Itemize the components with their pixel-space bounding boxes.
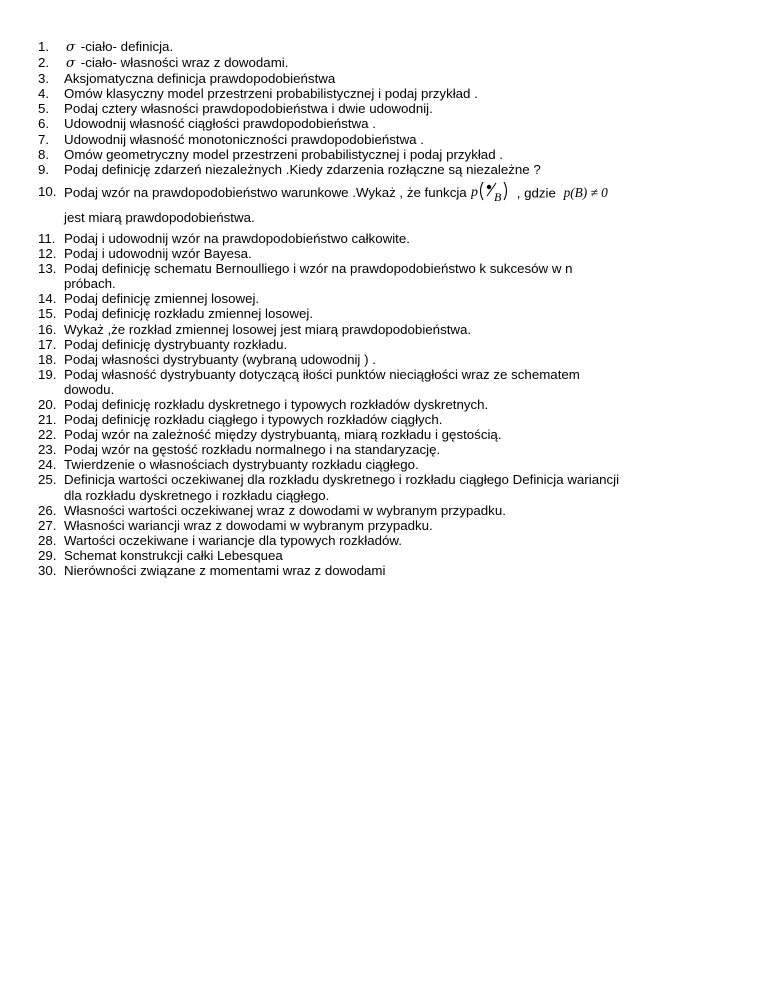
item-text: Podaj definicję rozkładu dyskretnego i typowych rozkładów dyskretnych.: [64, 396, 489, 412]
list-item-12: [38, 246, 728, 261]
item-text: Podaj definicję zdarzeń niezależnych .Kiedy zdarzenia rozłączne są niezależne ?: [64, 161, 541, 177]
item-text: Podaj wzór na prawdopodobieństwo warunkowe .Wykaż , że funkcja: [64, 185, 467, 201]
item-number: 30.: [38, 563, 57, 578]
item-text-mid: , gdzie: [516, 185, 560, 201]
nonzero-condition: p(B) ≠ 0: [563, 185, 608, 201]
item-number: 27.: [38, 517, 57, 533]
item-number: 26.: [38, 502, 57, 518]
item-text: Własności wartości oczekiwanej wraz z dowodami w wybranym przypadku.: [64, 502, 506, 518]
item-number: 29.: [38, 547, 57, 563]
item-number: 16.: [38, 321, 57, 337]
list-item-26: [38, 503, 728, 518]
list-item-2: [38, 55, 728, 71]
item-number: 28.: [38, 532, 57, 548]
list-item-14: [38, 291, 728, 306]
item-number: 11.: [38, 230, 56, 246]
item-text: Podaj i udowodnij wzór na prawdopodobieństwo całkowite.: [64, 230, 410, 246]
item-number: 24.: [38, 457, 57, 473]
item-number: 6.: [38, 116, 50, 132]
item-text: Schemat konstrukcji całki Lebesquea: [64, 547, 283, 563]
item-text: Aksjomatyczna definicja prawdopodobieństwa: [64, 71, 336, 87]
item-text: Podaj i udowodnij wzór Bayesa.: [64, 246, 252, 262]
list-item-3: [38, 71, 728, 86]
question-list: [38, 39, 728, 578]
sigma-symbol: σ: [66, 56, 76, 72]
item-number: 1.: [38, 39, 50, 54]
item-number: 4.: [38, 86, 50, 102]
list-item-29: [38, 548, 728, 563]
item-number: 3.: [38, 71, 50, 87]
item-text: Podaj własność dystrybuanty dotyczącą iłości punktów nieciągłości wraz ze schematem: [64, 366, 580, 382]
list-item-6: [38, 116, 728, 131]
list-item-10: [38, 181, 728, 231]
list-item-7: [38, 132, 728, 147]
item-number: 8.: [38, 146, 50, 162]
item-number: 5.: [38, 101, 50, 117]
item-number: 2.: [38, 55, 50, 71]
list-item-16: [38, 322, 728, 337]
item-number: 13.: [38, 261, 57, 277]
list-item-1: [38, 39, 728, 55]
item-text: Podaj definicję zmiennej losowej.: [64, 291, 260, 307]
item-number: 25.: [38, 472, 57, 488]
item-text: Własności wariancji wraz z dowodami w wybranym przypadku.: [64, 517, 433, 533]
list-item-25: [38, 472, 728, 502]
list-item-28: [38, 533, 728, 548]
item-text: Podaj definicję rozkładu ciągłego i typowych rozkładów ciągłych.: [64, 412, 443, 428]
item-text: Twierdzenie o własnościach dystrybuanty rozkładu ciągłego.: [64, 457, 419, 473]
list-item-13: [38, 261, 728, 291]
item-number: 20.: [38, 396, 57, 412]
item-text: Podaj wzór na zależność między dystrybuantą, miarą rozkładu i gęstością.: [64, 427, 502, 443]
list-item-19: [38, 367, 728, 397]
item-number: 19.: [38, 366, 57, 382]
item-text: Omów klasyczny model przestrzeni probabilistycznej i podaj przykład .: [64, 86, 478, 102]
list-item-22: [38, 427, 728, 442]
item-number: 9.: [38, 161, 50, 177]
item-number: 18.: [38, 351, 57, 367]
item-text-continuation: próbach.: [64, 276, 116, 292]
item-text: -ciało- definicja.: [77, 39, 174, 54]
item-text: Podaj definicję rozkładu zmiennej losowej.: [64, 306, 314, 322]
item-number: 23.: [38, 442, 57, 458]
list-item-8: [38, 147, 728, 162]
svg-text:p: p: [470, 184, 478, 200]
item-number: 14.: [38, 291, 57, 307]
item-text: Udowodnij własność ciągłości prawdopodobieństwa .: [64, 116, 376, 132]
item-text: Podaj własności dystrybuanty (wybraną udowodnij ) .: [64, 351, 376, 367]
list-item-9: [38, 162, 728, 177]
item-number: 12.: [38, 246, 57, 262]
conditional-probability-formula: [471, 179, 515, 203]
item-text: Podaj definicję schematu Bernoulliego i wzór na prawdopodobieństwo k sukcesów w n: [64, 261, 573, 277]
item-text-continuation: dla rozkładu dyskretnego i rozkładu ciągłego.: [64, 487, 330, 503]
list-item-23: [38, 442, 728, 457]
item-text: Podaj definicję dystrybuanty rozkładu.: [64, 336, 288, 352]
list-item-18: [38, 352, 728, 367]
item-text: -ciało- własności wraz z dowodami.: [77, 55, 289, 71]
item-text: Wartości oczekiwane i wariancje dla typowych rozkładów.: [64, 532, 402, 548]
item-text: Podaj wzór na gęstość rozkładu normalnego i na standaryzację.: [64, 442, 441, 458]
item-number: 17.: [38, 336, 57, 352]
list-item-17: [38, 337, 728, 352]
svg-text:B: B: [493, 189, 502, 203]
item-text: Wykaż ,że rozkład zmiennej losowej jest miarą prawdopodobieństwa.: [64, 321, 472, 337]
list-item-11: [38, 231, 728, 246]
item-text: Podaj cztery własności prawdopodobieństwa i dwie udowodnij.: [64, 101, 433, 117]
list-item-21: [38, 412, 728, 427]
item-text: Omów geometryczny model przestrzeni probabilistycznej i podaj przykład .: [64, 146, 503, 162]
item-number: 10.: [38, 183, 57, 199]
sigma-symbol: σ: [66, 40, 76, 55]
item-text: Nierówności związane z momentami wraz z dowodami: [64, 563, 386, 578]
item-text: Udowodnij własność monotoniczności prawdopodobieństwa .: [64, 131, 424, 147]
item-number: 21.: [38, 412, 57, 428]
item-number: 15.: [38, 306, 57, 322]
item-text-continuation: dowodu.: [64, 381, 115, 397]
item-text-continuation: jest miarą prawdopodobieństwa.: [64, 209, 255, 225]
list-item-20: [38, 397, 728, 412]
list-item-27: [38, 518, 728, 533]
list-item-30: [38, 563, 728, 578]
item-number: 7.: [38, 131, 50, 147]
list-item-5: [38, 101, 728, 116]
item-text: Definicja wartości oczekiwanej dla rozkładu dyskretnego i rozkładu ciągłego Definicja wariancji: [64, 472, 620, 488]
list-item-15: [38, 306, 728, 321]
item-number: 22.: [38, 427, 57, 443]
list-item-4: [38, 86, 728, 101]
list-item-24: [38, 457, 728, 472]
